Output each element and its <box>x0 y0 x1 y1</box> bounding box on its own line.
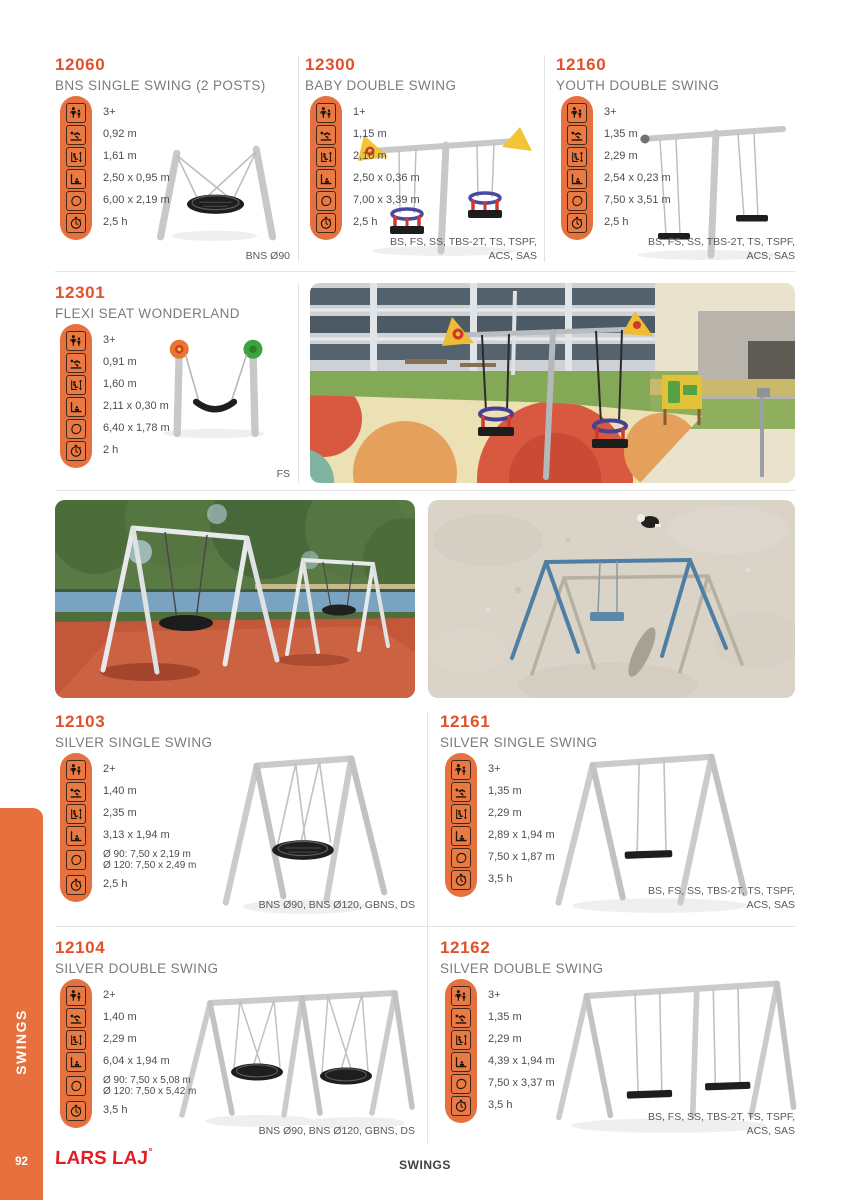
brand-logo-text: LARS LAJ <box>54 1148 149 1169</box>
product-footnote: BS, FS, SS, TBS-2T, TS, TSPF, ACS, SAS <box>389 235 537 262</box>
spec-fall-height: 1,35 m <box>488 785 522 798</box>
divider <box>298 283 299 483</box>
spec-assembly-time: 2,5 h <box>353 216 378 229</box>
spec-dimensions: 2,11 x 0,30 m <box>103 400 169 413</box>
spec-assembly-time: 2 h <box>103 444 119 457</box>
product-card-12060 <box>55 55 290 265</box>
product-name: FLEXI SEAT WONDERLAND <box>55 306 240 321</box>
product-footnote: FS <box>276 467 290 480</box>
dimensions-icon <box>66 1052 86 1072</box>
spec-list <box>66 985 196 1122</box>
sidebar-section-label: SWINGS <box>13 1009 29 1075</box>
spec-dimensions: 4,39 x 1,94 m <box>488 1055 555 1068</box>
spec-list <box>567 102 671 234</box>
dimensions-icon <box>66 169 86 189</box>
spec-height: 1,60 m <box>103 378 137 391</box>
product-footnote: BNS Ø90, BNS Ø120, GBNS, DS <box>258 1124 415 1137</box>
age-icon <box>66 103 86 123</box>
age-icon <box>66 331 86 351</box>
age-icon <box>451 986 471 1006</box>
spec-fall-height: 1,35 m <box>604 128 638 141</box>
spec-age: 3+ <box>103 334 116 347</box>
product-footnote: BS, FS, SS, TBS-2T, TS, TSPF, ACS, SAS <box>647 1110 795 1137</box>
spec-safety-zone: 6,00 x 2,19 m <box>103 194 170 207</box>
product-code: 12301 <box>55 283 106 302</box>
spec-fall-height: 0,91 m <box>103 356 137 369</box>
product-card-12161 <box>440 712 795 914</box>
photo-swing-sand-aerial <box>428 500 795 698</box>
divider <box>55 926 795 927</box>
spec-height: 2,29 m <box>604 150 638 163</box>
fall-height-icon <box>66 1008 86 1028</box>
age-icon <box>66 760 86 780</box>
spec-list <box>451 985 555 1117</box>
spec-fall-height: 0,92 m <box>103 128 137 141</box>
divider <box>544 55 545 262</box>
product-name: SILVER DOUBLE SWING <box>440 961 604 976</box>
product-card-12162 <box>440 938 795 1140</box>
assembly-time-icon <box>316 213 336 233</box>
fall-height-icon <box>451 782 471 802</box>
spec-dimensions: 2,89 x 1,94 m <box>488 829 555 842</box>
spec-safety-zone: 7,00 x 3,39 m <box>353 194 420 207</box>
spec-dimensions: 6,04 x 1,94 m <box>103 1055 170 1068</box>
divider <box>55 490 795 491</box>
spec-safety-zone: 7,50 x 3,51 m <box>604 194 671 207</box>
product-code: 12161 <box>440 712 491 731</box>
product-name: SILVER SINGLE SWING <box>440 735 598 750</box>
product-footnote: BNS Ø90, BNS Ø120, GBNS, DS <box>258 898 415 911</box>
product-card-12300 <box>305 55 537 265</box>
product-card-12160 <box>556 55 795 265</box>
spec-height: 2,35 m <box>103 807 137 820</box>
photo-baby-swing-playground <box>310 283 795 483</box>
spec-age: 3+ <box>488 989 501 1002</box>
dimensions-icon <box>451 1052 471 1072</box>
spec-height: 1,61 m <box>103 150 137 163</box>
spec-safety-zone: 7,50 x 1,87 m <box>488 851 555 864</box>
equipment-height-icon <box>567 147 587 167</box>
safety-zone-icon <box>316 191 336 211</box>
spec-dimensions: 2,50 x 0,36 m <box>353 172 420 185</box>
brand-logo-mark: ° <box>147 1147 153 1158</box>
equipment-height-icon <box>66 375 86 395</box>
spec-dimensions: 3,13 x 1,94 m <box>103 829 170 842</box>
spec-age: 2+ <box>103 989 116 1002</box>
spec-safety-zone: Ø 90: 7,50 x 5,08 m Ø 120: 7,50 x 5,42 m <box>103 1074 197 1097</box>
spec-safety-zone: 7,50 x 3,37 m <box>488 1077 555 1090</box>
safety-zone-icon <box>451 848 471 868</box>
product-render <box>195 740 415 920</box>
spec-height: 2,10 m <box>353 150 387 163</box>
assembly-time-icon <box>451 1096 471 1116</box>
assembly-time-icon <box>567 213 587 233</box>
product-name: SILVER SINGLE SWING <box>55 735 213 750</box>
safety-zone-icon <box>66 419 86 439</box>
product-footnote: BNS Ø90 <box>245 249 290 262</box>
spec-height: 2,29 m <box>103 1033 137 1046</box>
equipment-height-icon <box>66 147 86 167</box>
fall-height-icon <box>66 353 86 373</box>
spec-assembly-time: 2,5 h <box>604 216 629 229</box>
spec-age: 3+ <box>488 763 501 776</box>
fall-height-icon <box>66 125 86 145</box>
product-render <box>170 973 420 1133</box>
spec-height: 2,29 m <box>488 807 522 820</box>
spec-assembly-time: 3,5 h <box>103 1104 128 1117</box>
equipment-height-icon <box>451 804 471 824</box>
fall-height-icon <box>451 1008 471 1028</box>
product-code: 12300 <box>305 55 356 74</box>
assembly-time-icon <box>66 213 86 233</box>
age-icon <box>567 103 587 123</box>
divider <box>427 712 428 1143</box>
spec-fall-height: 1,40 m <box>103 1011 137 1024</box>
assembly-time-icon <box>451 870 471 890</box>
divider <box>55 271 795 272</box>
assembly-time-icon <box>66 1101 86 1121</box>
product-name: SILVER DOUBLE SWING <box>55 961 219 976</box>
product-card-12103 <box>55 712 415 914</box>
page-number: 92 <box>15 1156 28 1168</box>
dimensions-icon <box>66 397 86 417</box>
divider <box>298 55 299 262</box>
spec-safety-zone: Ø 90: 7,50 x 2,19 m Ø 120: 7,50 x 2,49 m <box>103 848 197 871</box>
safety-zone-icon <box>66 1076 86 1096</box>
spec-fall-height: 1,15 m <box>353 128 387 141</box>
spec-age: 2+ <box>103 763 116 776</box>
spec-height: 2,29 m <box>488 1033 522 1046</box>
product-card-12301 <box>55 283 290 483</box>
spec-age: 3+ <box>103 106 116 119</box>
spec-fall-height: 1,35 m <box>488 1011 522 1024</box>
age-icon <box>316 103 336 123</box>
section-sidebar <box>0 808 43 1200</box>
equipment-height-icon <box>66 804 86 824</box>
fall-height-icon <box>316 125 336 145</box>
photo-swings-red-surface <box>55 500 415 698</box>
spec-dimensions: 2,50 x 0,95 m <box>103 172 170 185</box>
spec-list <box>66 102 170 234</box>
spec-list <box>66 330 170 462</box>
product-code: 12103 <box>55 712 106 731</box>
product-code: 12104 <box>55 938 106 957</box>
fall-height-icon <box>567 125 587 145</box>
spec-assembly-time: 2,5 h <box>103 878 128 891</box>
spec-age: 3+ <box>604 106 617 119</box>
dimensions-icon <box>66 826 86 846</box>
equipment-height-icon <box>451 1030 471 1050</box>
safety-zone-icon <box>451 1074 471 1094</box>
spec-assembly-time: 3,5 h <box>488 873 513 886</box>
product-code: 12160 <box>556 55 607 74</box>
footer-section-label: SWINGS <box>399 1158 451 1172</box>
safety-zone-icon <box>567 191 587 211</box>
product-code: 12060 <box>55 55 106 74</box>
spec-age: 1+ <box>353 106 366 119</box>
spec-list <box>451 759 555 891</box>
age-icon <box>451 760 471 780</box>
spec-safety-zone: 6,40 x 1,78 m <box>103 422 170 435</box>
dimensions-icon <box>316 169 336 189</box>
dimensions-icon <box>451 826 471 846</box>
safety-zone-icon <box>66 850 86 870</box>
product-card-12104 <box>55 938 415 1140</box>
dimensions-icon <box>567 169 587 189</box>
fall-height-icon <box>66 782 86 802</box>
assembly-time-icon <box>66 441 86 461</box>
product-name: BNS SINGLE SWING (2 POSTS) <box>55 78 266 93</box>
product-code: 12162 <box>440 938 491 957</box>
product-name: BABY DOUBLE SWING <box>305 78 457 93</box>
safety-zone-icon <box>66 191 86 211</box>
age-icon <box>66 986 86 1006</box>
product-footnote: BS, FS, SS, TBS-2T, TS, TSPF, ACS, SAS <box>647 235 795 262</box>
spec-assembly-time: 2,5 h <box>103 216 128 229</box>
product-footnote: BS, FS, SS, TBS-2T, TS, TSPF, ACS, SAS <box>647 884 795 911</box>
spec-list <box>66 759 196 896</box>
product-name: YOUTH DOUBLE SWING <box>556 78 720 93</box>
spec-assembly-time: 3,5 h <box>488 1099 513 1112</box>
equipment-height-icon <box>316 147 336 167</box>
assembly-time-icon <box>66 875 86 895</box>
spec-list <box>316 102 420 234</box>
equipment-height-icon <box>66 1030 86 1050</box>
spec-fall-height: 1,40 m <box>103 785 137 798</box>
spec-dimensions: 2,54 x 0,23 m <box>604 172 671 185</box>
